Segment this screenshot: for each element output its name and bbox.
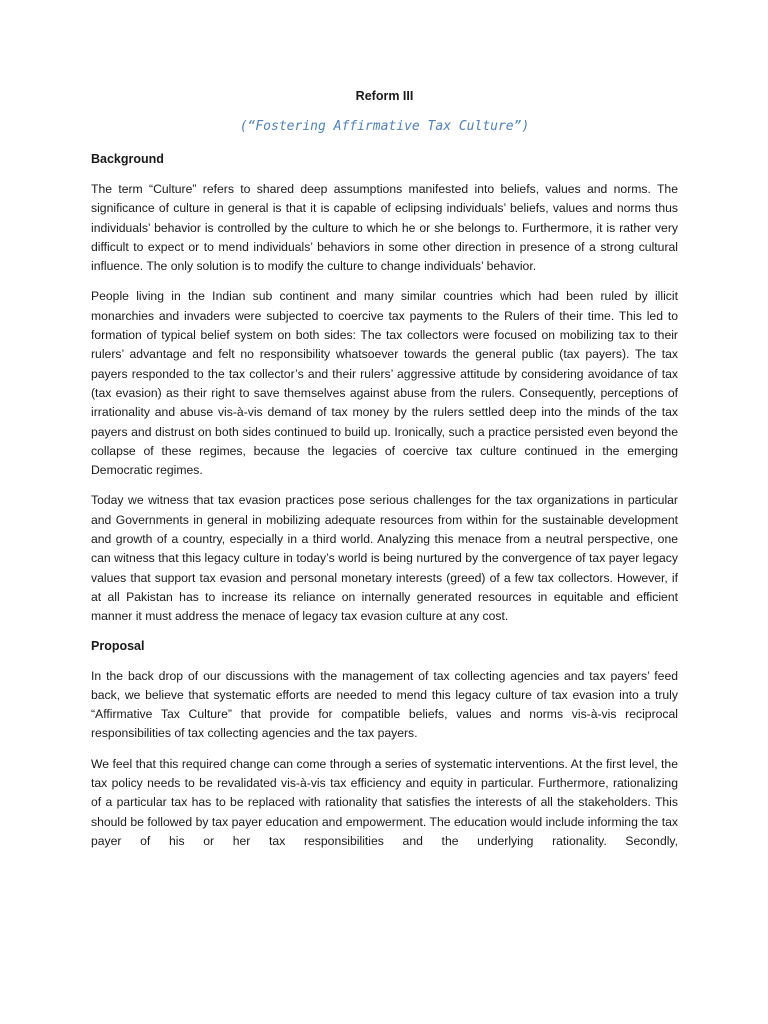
section-heading-background: Background — [91, 152, 164, 166]
proposal-paragraph: We feel that this required change can come through a series of systematic interventions. At the first level, the tax policy needs to be revalidated vis-à-vis tax efficiency and equity in particular. Furthermore, rationalizing of a particular tax has to be replaced with rationality that satisfies the interests of all the stakeholders. This should be followed by tax payer education and empowerment. The education would include informing the tax payer of his or her tax responsibilities and the underlying rationality. Secondly, — [91, 756, 678, 848]
document-subtitle: (“Fostering Affirmative Tax Culture”) — [239, 119, 530, 134]
background-paragraph: Today we witness that tax evasion practices pose serious challenges for the tax organizations in particular and Governments in general in mobilizing adequate resources from within for the sustainable development and growth of a country, especially in a third world. Analyzing this menace from a neutral perspective, one can witness that this legacy culture in today’s world is being nurtured by the convergence of tax payer legacy values that support tax evasion and personal monetary interests (greed) of a few tax collectors. However, if at all Pakistan has to increase its reliance on internally generated resources in equitable and efficient manner it must address the menace of legacy tax evasion culture at any cost. — [91, 493, 678, 624]
background-paragraph: People living in the Indian sub continent and many similar countries which had been ruled by illicit monarchies and invaders were subjected to coercive tax payments to the Rulers of their time. This led to formation of typical belief system on both sides: The tax collectors were focused on mobilizing tax to their rulers’ advantage and felt no responsibility whatsoever towards the general public (tax payers). The tax payers responded to the tax collector’s and their rulers’ aggressive attitude by considering avoidance of tax (tax evasion) as their right to save themselves against abuse from the rulers. Consequently, perceptions of irrationality and abuse vis-à-vis demand of tax money by the rulers settled deep into the minds of the tax payers and distrust on both sides continued to build up. Ironically, such a practice persisted even beyond the collapse of these regimes, because the legacies of coercive tax culture continued in the emerging Democratic regimes. — [91, 289, 678, 478]
section-heading-proposal: Proposal — [91, 638, 145, 653]
proposal-paragraph: In the back drop of our discussions with the management of tax collecting agencies and tax payers’ feed back, we believe that systematic efforts are needed to mend this legacy culture of tax evasion into a truly “Affirmative Tax Culture” that provide for compatible beliefs, values and norms vis-à-vis reciprocal responsibilities of tax collecting agencies and the tax payers. — [91, 668, 678, 741]
background-paragraph: The term “Culture” refers to shared deep assumptions manifested into beliefs, values and norms. The significance of culture in general is that it is capable of eclipsing individuals’ beliefs, values and norms thus individuals’ behavior is controlled by the culture to which he or she belongs to. Furthermore, it is rather very difficult to expect or to mend individuals’ behaviors in some other direction in presence of a strong cultural influence. The only solution is to modify the culture to change individuals’ behavior. — [91, 182, 678, 274]
document-title: Reform III — [355, 89, 414, 103]
